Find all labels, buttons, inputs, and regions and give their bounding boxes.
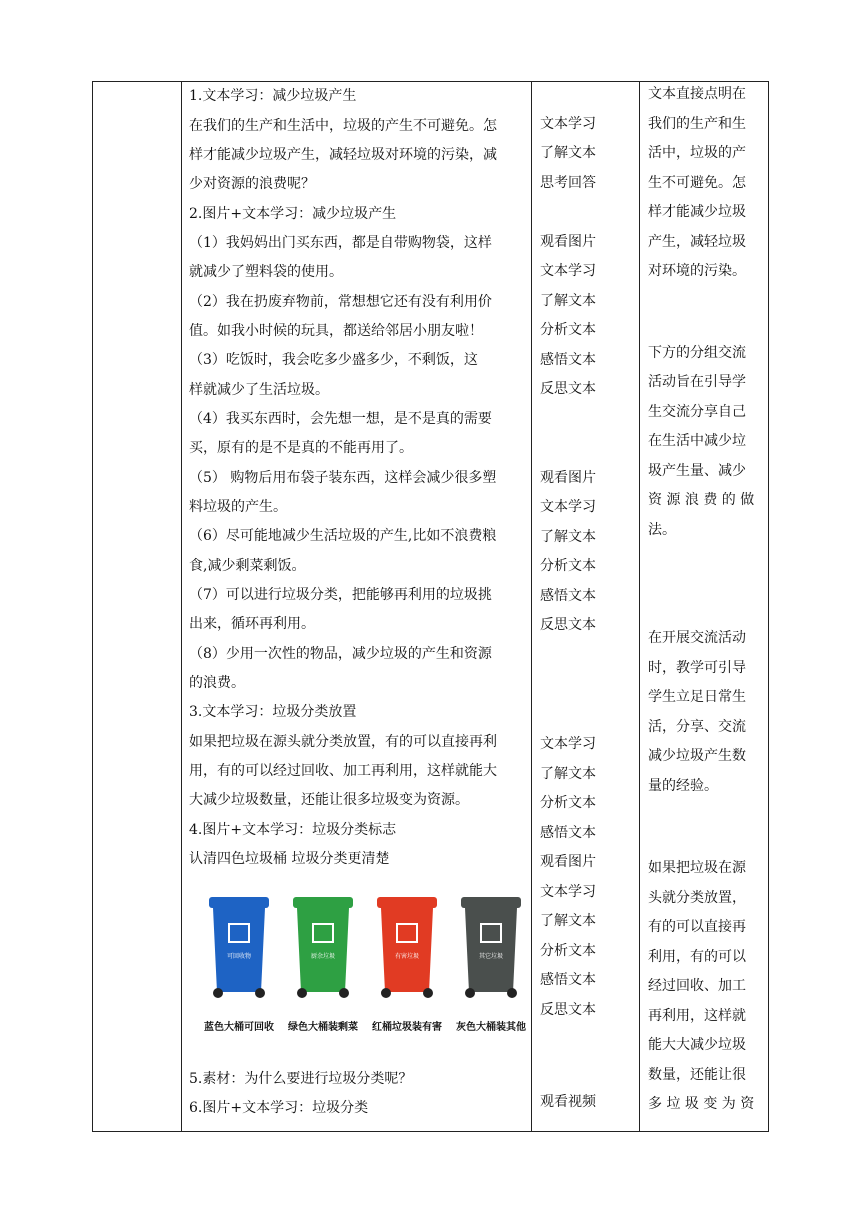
content-text-line: （4）我买东西时，会先想一想，是不是真的需要 [189,411,492,427]
trash-bin [204,897,274,1033]
activity-text-line: 思考回答 [540,175,596,191]
design-intent-line: 圾产生量、减少 [648,463,746,479]
bin-caption: 蓝色大桶可回收 [204,1022,274,1033]
activity-text-line: 文本学习 [540,263,596,279]
activity-text-line: 了解文本 [540,913,596,929]
trash-bins-image [203,894,533,1039]
content-text-line: 在我们的生产和生活中，垃圾的产生不可避免。怎 [189,118,497,134]
bin-icon-label: 有害垃圾 [394,953,420,960]
activity-text-line: 感悟文本 [540,825,596,841]
content-text-line: （2）我在扔废弃物前，常想想它还有没有利用价 [189,294,492,310]
lesson-table [92,81,769,1132]
content-text-line: （8）少用一次性的物品，减少垃圾的产生和资源 [189,646,492,662]
activity-text-line: 反思文本 [540,617,596,633]
design-intent-line: 量的经验。 [648,778,718,794]
content-text-line: 买，原有的是不是真的不能再用了。 [189,440,413,456]
design-intent-line: 多 垃 圾 变 为 资 [648,1096,755,1112]
activity-text-line: 文本学习 [540,736,596,752]
activity-text-line: 观看图片 [540,234,596,250]
design-intent-line: 样才能减少垃圾 [648,204,746,220]
column-divider [181,82,182,1131]
activity-text-line: 了解文本 [540,529,596,545]
content-text-line: 值。如我小时候的玩具，都送给邻居小朋友啦！ [189,323,483,339]
activity-text-line: 感悟文本 [540,588,596,604]
design-intent-line: 活，分享、交流 [648,719,746,735]
activity-text-line: 文本学习 [540,884,596,900]
activity-text-line: 分析文本 [540,558,596,574]
trash-bin [372,897,442,1033]
activity-text-line: 分析文本 [540,795,596,811]
activity-text-line: 了解文本 [540,293,596,309]
activity-text-line: 了解文本 [540,766,596,782]
design-intent-line: 生交流分享自己 [648,404,746,420]
design-intent-line: 对环境的污染。 [648,263,746,279]
activity-text-line: 分析文本 [540,322,596,338]
content-text-line: 大减少垃圾数量，还能让很多垃圾变为资源。 [189,792,469,808]
content-text-line: 样才能减少垃圾产生，减轻垃圾对环境的污染，减 [189,147,497,163]
content-text-line: 少对资源的浪费呢？ [189,176,315,192]
content-text-line: 3.文本学习：垃圾分类放置 [189,704,357,720]
content-text-line: （7）可以进行垃圾分类，把能够再利用的垃圾挑 [189,587,492,603]
trash-bin [456,897,526,1033]
activity-text-line: 文本学习 [540,499,596,515]
design-intent-line: 有的可以直接再 [648,919,746,935]
design-intent-line: 活动旨在引导学 [648,374,746,390]
content-text-line: 6.图片+文本学习：垃圾分类 [189,1100,369,1116]
content-text-line: 认清四色垃圾桶 垃圾分类更清楚 [189,851,390,867]
design-intent-line: 时，教学可引导 [648,660,746,676]
content-text-line: 出来，循环再利用。 [189,616,315,632]
activity-text-line: 观看图片 [540,470,596,486]
bin-icon-label: 厨余垃圾 [310,953,336,960]
bin-icon-label: 其它垃圾 [478,953,504,960]
design-intent-line: 活中，垃圾的产 [648,145,746,161]
content-text-line: 5.素材：为什么要进行垃圾分类呢？ [189,1071,413,1087]
design-intent-line: 资 源 浪 费 的 做 [648,492,755,508]
design-intent-line: 利用，有的可以 [648,949,746,965]
content-text-line: 如果把垃圾在源头就分类放置，有的可以直接再利 [189,734,497,750]
design-intent-line: 头就分类放置， [648,890,746,906]
content-text-line: 样就减少了生活垃圾。 [189,382,329,398]
design-intent-line: 法。 [648,522,676,538]
bin-icon-label: 可回收物 [226,953,252,960]
design-intent-line: 产生，减轻垃圾 [648,234,746,250]
activity-text-line: 文本学习 [540,116,596,132]
design-intent-line: 在开展交流活动 [648,630,746,646]
content-text-line: 就减少了塑料袋的使用。 [189,264,343,280]
content-text-line: 2.图片+文本学习：减少垃圾产生 [189,206,397,222]
design-intent-line: 下方的分组交流 [648,345,746,361]
design-intent-line: 能大大减少垃圾 [648,1037,746,1053]
design-intent-line: 生不可避免。怎 [648,175,746,191]
design-intent-line: 如果把垃圾在源 [648,860,746,876]
design-intent-line: 学生立足日常生 [648,689,746,705]
content-text-line: （5） 购物后用布袋子装东西，这样会减少很多塑 [189,470,497,486]
content-text-line: 食,减少剩菜剩饭。 [189,558,306,574]
content-text-line: （6）尽可能地减少生活垃圾的产生,比如不浪费粮 [189,528,497,544]
bin-caption: 绿色大桶装剩菜 [288,1022,358,1033]
design-intent-line: 在生活中减少垃 [648,433,746,449]
bin-caption: 灰色大桶装其他 [456,1022,526,1033]
design-intent-line: 再利用，这样就 [648,1008,746,1024]
activity-text-line: 观看视频 [540,1094,596,1110]
content-text-line: 1.文本学习：减少垃圾产生 [189,88,357,104]
activity-text-line: 感悟文本 [540,352,596,368]
content-text-line: 用，有的可以经过回收、加工再利用，这样就能大 [189,763,497,779]
trash-bin [288,897,358,1033]
content-text-line: 的浪费。 [189,675,245,691]
design-intent-line: 我们的生产和生 [648,116,746,132]
column-divider [639,82,640,1131]
design-intent-line: 减少垃圾产生数 [648,748,746,764]
activity-text-line: 感悟文本 [540,972,596,988]
activity-text-line: 观看图片 [540,854,596,870]
design-intent-line: 数量，还能让很 [648,1067,746,1083]
activity-text-line: 反思文本 [540,1002,596,1018]
activity-text-line: 反思文本 [540,381,596,397]
activity-text-line: 分析文本 [540,943,596,959]
design-intent-line: 经过回收、加工 [648,978,746,994]
content-text-line: （1）我妈妈出门买东西，都是自带购物袋，这样 [189,235,492,251]
activity-text-line: 了解文本 [540,145,596,161]
design-intent-line: 文本直接点明在 [648,86,746,102]
content-text-line: （3）吃饭时，我会吃多少盛多少，不剩饭，这 [189,352,478,368]
content-text-line: 4.图片+文本学习：垃圾分类标志 [189,822,397,838]
content-text-line: 料垃圾的产生。 [189,499,287,515]
bin-caption: 红桶垃圾装有害 [372,1022,442,1033]
